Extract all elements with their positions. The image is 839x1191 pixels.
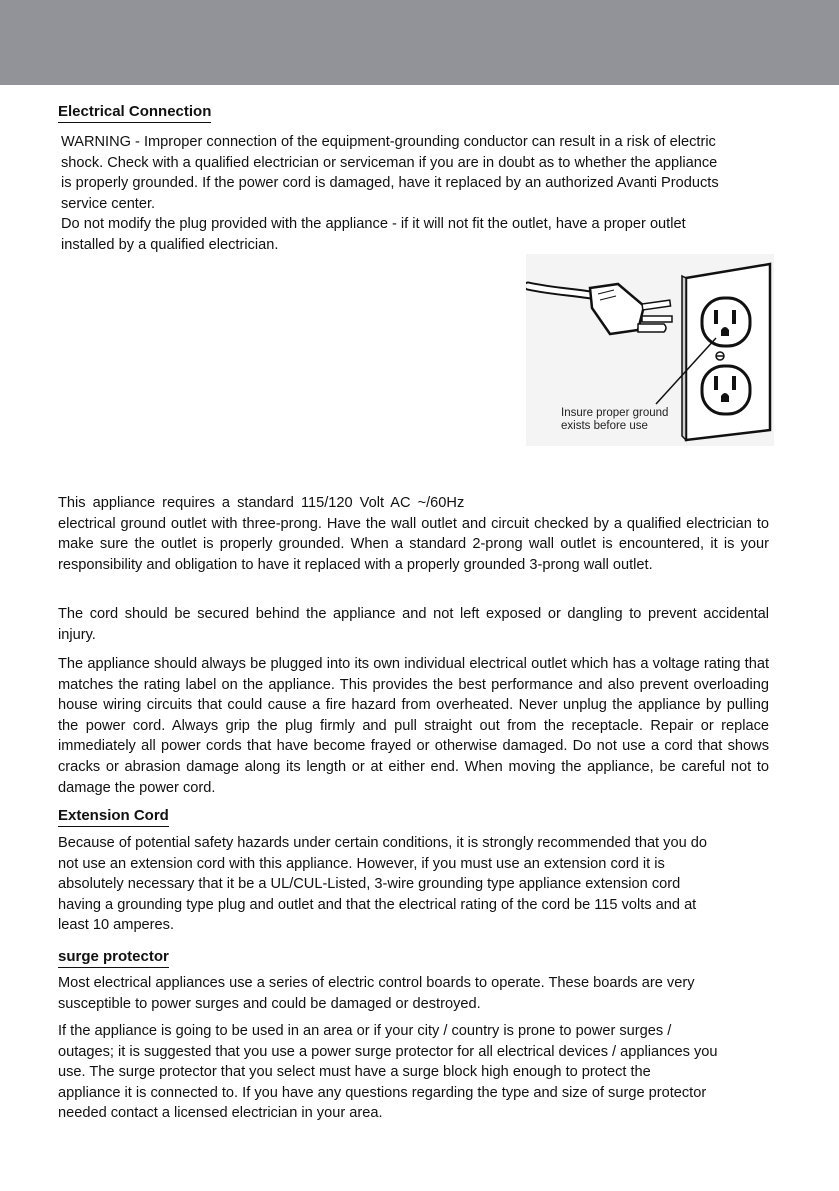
extension-line: least 10 amperes. xyxy=(58,917,175,934)
warning-line: shock. Check with a qualified electrician or serviceman if you are in doubt as to whether the appliance xyxy=(61,154,718,171)
requirements-paragraph xyxy=(58,493,769,575)
extension-cord-heading: Extension Cord xyxy=(58,807,169,827)
plug-outlet-illustration xyxy=(526,254,774,446)
extension-line: not use an extension cord with this appliance. However, if you must use an extension cord it is xyxy=(58,855,665,872)
warning-line: Do not modify the plug provided with the appliance - if it will not fit the outlet, have a proper outlet xyxy=(61,216,686,233)
cord-placement-paragraph: The cord should be secured behind the appliance and not left exposed or dangling to prevent accidental injury. xyxy=(58,606,769,643)
warning-line: installed by a qualified electrician. xyxy=(61,236,279,253)
surge-line: use. The surge protector that you select must have a surge block high enough to protect the xyxy=(58,1064,651,1081)
extension-line: Because of potential safety hazards under certain conditions, it is strongly recommended that you do xyxy=(58,835,707,851)
surge-protector-heading: surge protector xyxy=(58,948,169,968)
surge-paragraph-2 xyxy=(58,1021,718,1124)
figure-caption-line: exists before use xyxy=(561,420,648,432)
extension-cord-paragraph xyxy=(58,833,707,936)
warning-line: service center. xyxy=(61,195,156,212)
surge-line: outages; it is suggested that you use a power surge protector for all electrical devices / appliances you xyxy=(58,1043,718,1060)
extension-line: having a grounding type plug and outlet and that the electrical rating of the cord be 115 volts and at xyxy=(58,896,697,913)
extension-line: absolutely necessary that it be a UL/CUL-Listed, 3-wire grounding type appliance extension cord xyxy=(58,876,681,893)
surge-line: If the appliance is going to be used in an area or if your city / country is prone to power surges / xyxy=(58,1023,672,1039)
own-outlet-paragraph: The appliance should always be plugged into its own individual electrical outlet which has a voltage rating that matches the rating label on the appliance. This provides the best performance and also prevent overloading house wiring circuits that could cause a fire hazard from overheated. Never unplug the appliance by pulling the power cord. Always grip the plug firmly and pull straight out from the receptacle. Repair or replace immediately all power cords that have become frayed or otherwise damaged. Do not use a cord that shows cracks or abrasion damage along its length or at either end. When moving the appliance, be careful not to damage the power cord. xyxy=(58,656,769,796)
surge-line: appliance it is connected to. If you have any questions regarding the type and size of surge protector xyxy=(58,1084,707,1101)
surge-line: needed contact a licensed electrician in your area. xyxy=(58,1105,383,1122)
requirements-text: electrical ground outlet with three-prong. Have the wall outlet and circuit checked by a qualified electrician to make sure the outlet is properly grounded. When a standard 2-prong wall outlet is encountered, it is your responsibility and obligation to have it replaced with a properly grounded 3-prong wall outlet. xyxy=(58,515,769,573)
requirements-first-line: This appliance requires a standard 115/120 Volt AC ~/60Hz xyxy=(58,495,465,511)
surge-line: Most electrical appliances use a series of electric control boards to operate. These boards are very xyxy=(58,975,695,991)
warning-paragraph xyxy=(61,132,719,256)
surge-line: susceptible to power surges and could be damaged or destroyed. xyxy=(58,995,481,1012)
figure-caption-line: Insure proper ground xyxy=(561,407,669,419)
warning-line: WARNING - Improper connection of the equipment-grounding conductor can result in a risk of electric xyxy=(61,134,716,150)
surge-paragraph-1 xyxy=(58,973,695,1014)
header-band xyxy=(0,0,839,85)
electrical-connection-heading: Electrical Connection xyxy=(58,103,211,123)
warning-line: is properly grounded. If the power cord is damaged, have it replaced by an authorized Avanti Products xyxy=(61,175,719,192)
